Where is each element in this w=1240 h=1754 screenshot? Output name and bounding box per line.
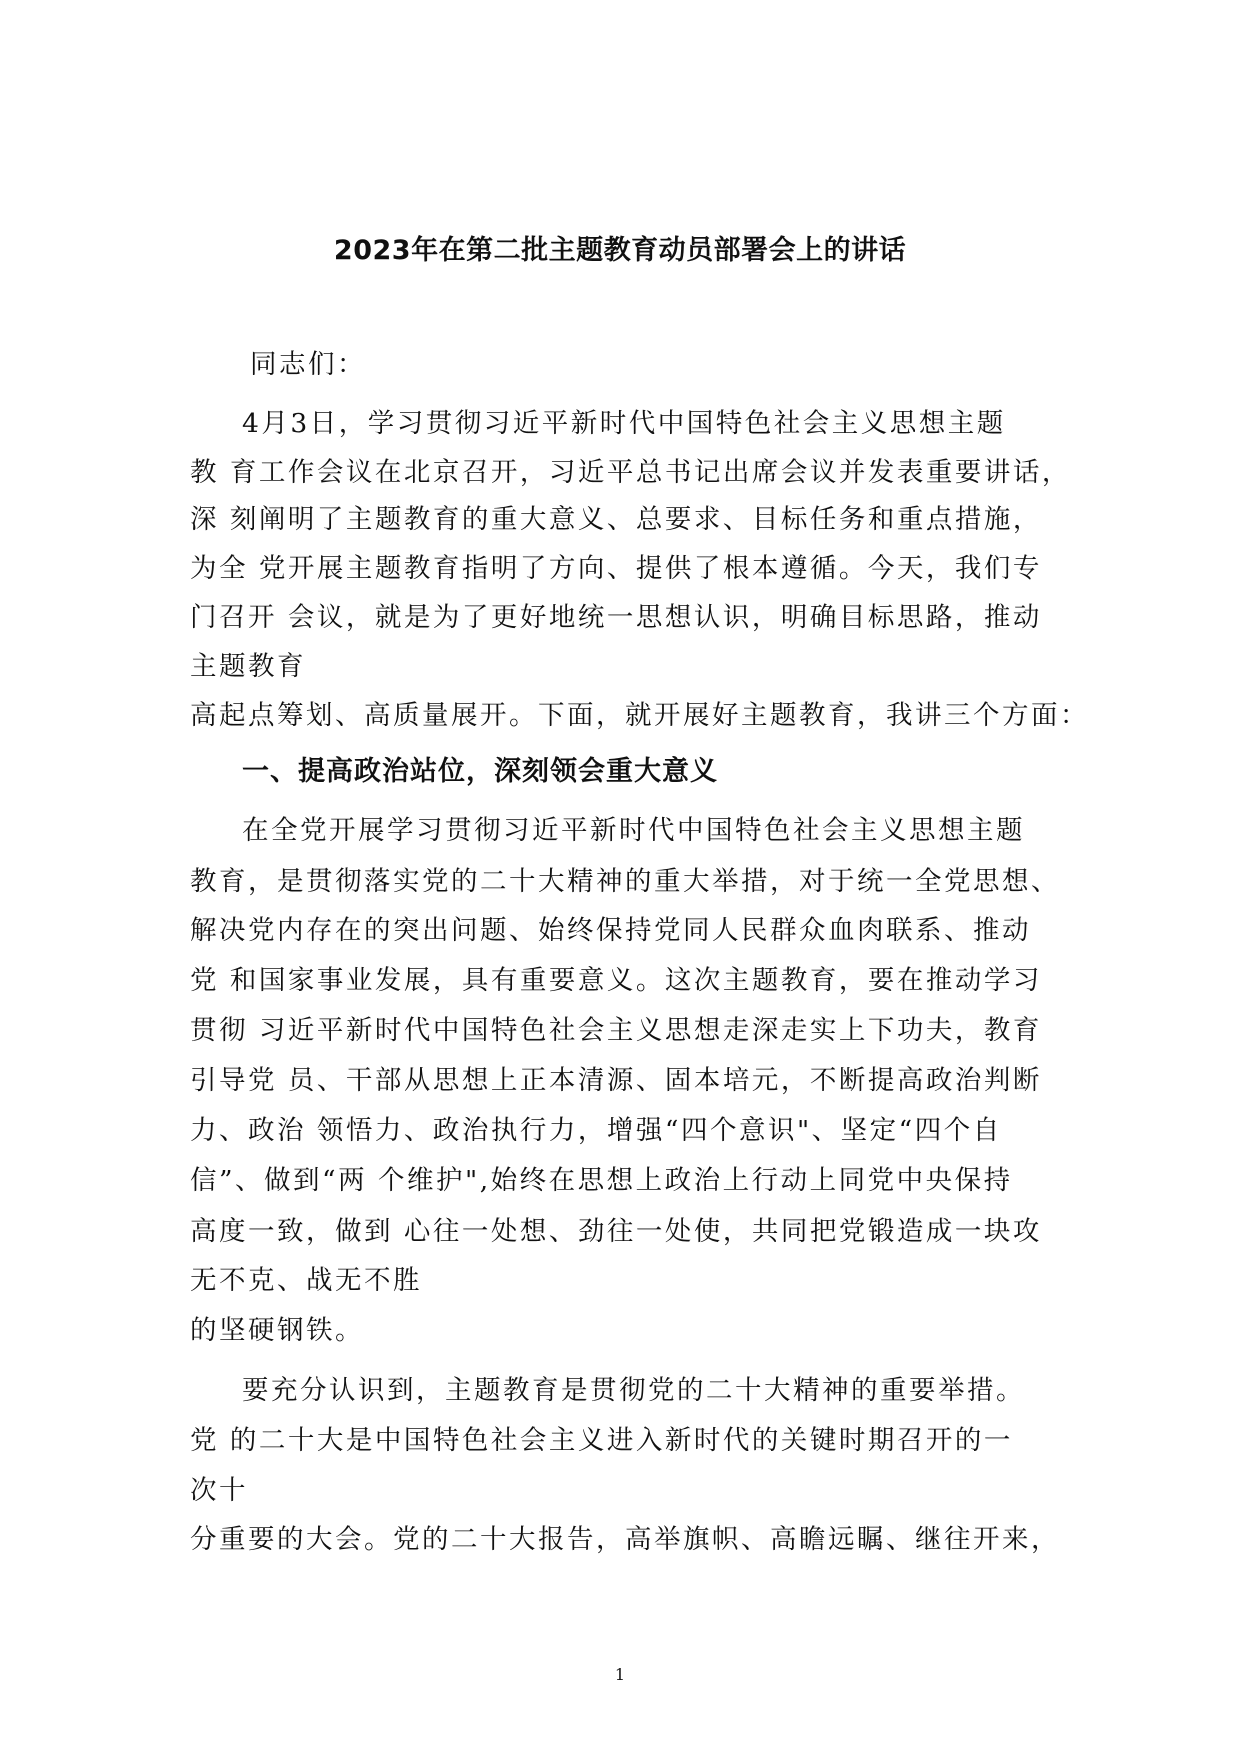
paragraph-2-line-1: 在全党开展学习贯彻习近平新时代中国特色社会主义思想主题 xyxy=(242,815,1025,846)
paragraph-2-line-9: 高度一致，做到 心往一处想、劲往一处使，共同把党锻造成一块攻 xyxy=(190,1216,1042,1247)
page-number: 1 xyxy=(614,1665,626,1684)
paragraph-1-line-7: 高起点筹划、高质量展开。下面，就开展好主题教育，我讲三个方面： xyxy=(190,700,1089,731)
paragraph-2-line-4: 党 和国家事业发展，具有重要意义。这次主题教育，要在推动学习 xyxy=(190,965,1042,996)
paragraph-2-line-11: 的坚硬钢铁。 xyxy=(190,1315,364,1346)
paragraph-3-line-1: 要充分认识到，主题教育是贯彻党的二十大精神的重要举措。 xyxy=(242,1375,1025,1406)
salutation: 同志们： xyxy=(250,349,366,380)
paragraph-2-line-8: 信”、做到“两 个维护",始终在思想上政治上行动上同党中央保持 xyxy=(190,1165,1013,1196)
paragraph-2-line-10: 无不克、战无不胜 xyxy=(190,1265,422,1296)
document-title: 2023年在第二批主题教育动员部署会上的讲话 xyxy=(333,235,907,266)
paragraph-3-line-4: 分重要的大会。党的二十大报告，高举旗帜、高瞻远瞩、继往开来， xyxy=(190,1524,1060,1555)
paragraph-3-line-2: 党 的二十大是中国特色社会主义进入新时代的关键时期召开的一 xyxy=(190,1425,1013,1456)
paragraph-2-line-2: 教育，是贯彻落实党的二十大精神的重大举措，对于统一全党思想、 xyxy=(190,866,1060,897)
paragraph-1-line-4: 为全 党开展主题教育指明了方向、提供了根本遵循。今天，我们专 xyxy=(190,553,1042,584)
paragraph-2-line-7: 力、政治 领悟力、政治执行力，增强“四个意识"、坚定“四个自 xyxy=(190,1115,1002,1146)
paragraph-1-line-6: 主题教育 xyxy=(190,651,306,682)
paragraph-2-line-3: 解决党内存在的突出问题、始终保持党同人民群众血肉联系、推动 xyxy=(190,915,1031,946)
paragraph-1-line-2: 教 育工作会议在北京召开，习近平总书记出席会议并发表重要讲话， xyxy=(190,457,1071,488)
paragraph-1-line-5: 门召开 会议，就是为了更好地统一思想认识，明确目标思路，推动 xyxy=(190,602,1042,633)
paragraph-2-line-5: 贯彻 习近平新时代中国特色社会主义思想走深走实上下功夫，教育 xyxy=(190,1015,1042,1046)
paragraph-2-line-6: 引导党 员、干部从思想上正本清源、固本培元，不断提高政治判断 xyxy=(190,1065,1042,1096)
paragraph-1-line-1: 4月3日，学习贯彻习近平新时代中国特色社会主义思想主题 xyxy=(242,408,1006,439)
section-heading-1: 一、提高政治站位，深刻领会重大意义 xyxy=(242,756,718,787)
paragraph-1-line-3: 深 刻阐明了主题教育的重大意义、总要求、目标任务和重点措施， xyxy=(190,504,1042,535)
paragraph-3-line-3: 次十 xyxy=(190,1475,248,1506)
